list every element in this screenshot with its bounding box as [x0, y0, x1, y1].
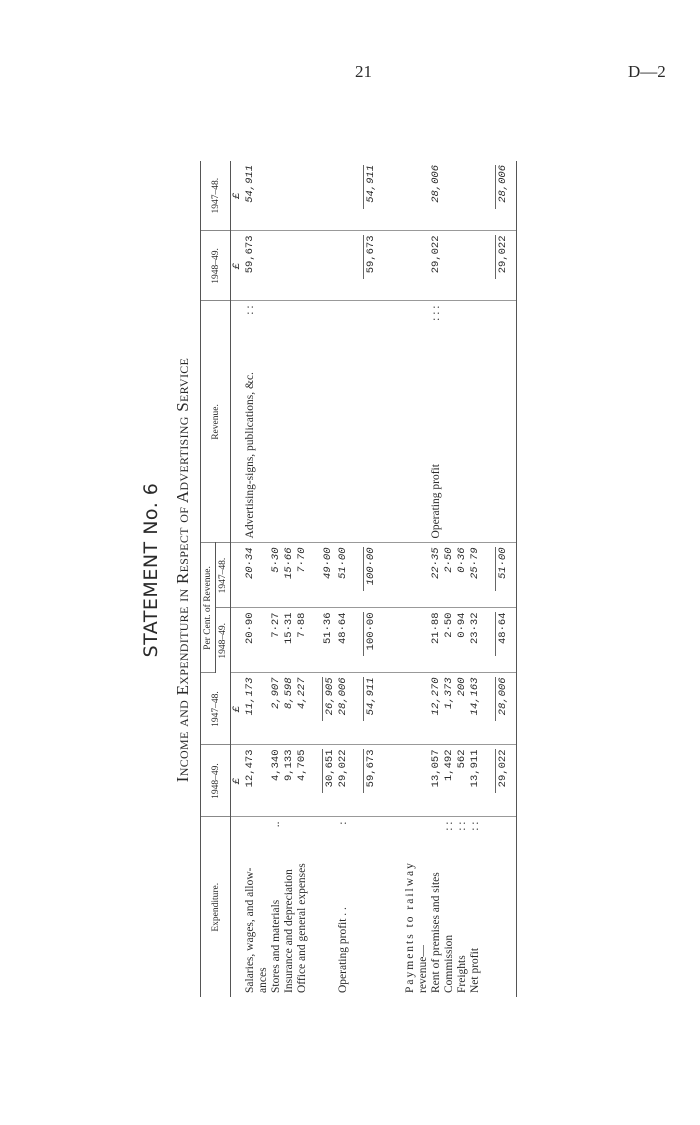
table-row — [257, 161, 270, 997]
value-cell: 1,492 — [443, 745, 456, 817]
percent-cell: 23·32 — [469, 608, 482, 673]
percent-cell: 25·79 — [469, 543, 482, 608]
percent-cell: 0·36 — [456, 543, 469, 608]
row-label-continued: ances — [257, 967, 269, 993]
spacer-row — [482, 161, 495, 997]
row-label-commission — [443, 817, 456, 997]
leader-dots: : : — [244, 305, 256, 315]
spacer-row — [378, 161, 404, 997]
leader-dots: .. — [270, 821, 282, 828]
percent-cell: 0·94 — [456, 608, 469, 673]
leader-dots: : : : — [430, 305, 442, 321]
rotated-statement — [140, 105, 570, 1035]
row-label-net-profit — [469, 817, 482, 997]
expenditure-label: Stores and materials — [270, 899, 282, 993]
percent-cell: 5·30 — [270, 543, 283, 608]
revenue-label: Advertising-signs, publications, &c. — [244, 372, 256, 539]
col-pct-1948-49: 1948–49. — [216, 608, 231, 673]
value-cell: 14,163 — [469, 673, 482, 745]
value-cell: 29,022 — [337, 745, 350, 817]
table-row — [404, 161, 417, 997]
row-label-payments: Payments to railway — [404, 861, 416, 993]
value-cell: 9,133 — [283, 745, 296, 817]
value-cell: 59,673 — [244, 231, 257, 301]
total-cell: 28,006 — [495, 678, 510, 722]
expenditure-label: Commission — [443, 934, 455, 993]
table-row — [456, 161, 469, 997]
percent-cell: 15·31 — [283, 608, 296, 673]
value-cell: 28,006 — [337, 673, 350, 745]
currency-symbol: £ — [231, 777, 243, 785]
table-row — [469, 161, 482, 997]
row-label-advertising — [244, 301, 257, 543]
row-label-operating-profit-revenue — [430, 301, 443, 543]
value-cell: 1,373 — [443, 673, 456, 745]
value-cell: 11,173 — [244, 673, 257, 745]
total-cell: 51·00 — [495, 547, 510, 591]
total-cell: 54,911 — [363, 165, 378, 209]
percent-cell: 15·66 — [283, 543, 296, 608]
subtotal-cell: 30,651 — [322, 750, 337, 794]
total-cell: 59,673 — [363, 750, 378, 794]
value-cell: 200 — [456, 673, 469, 745]
currency-symbol: £ — [231, 262, 243, 270]
leader-dots: : : — [443, 821, 455, 831]
table-row — [443, 161, 456, 997]
row-label-operating-profit — [337, 817, 350, 997]
value-cell: 12,473 — [244, 745, 257, 817]
total-row — [495, 161, 517, 997]
total-cell: 54,911 — [363, 678, 378, 722]
row-label-salaries: Salaries, wages, and allow- — [244, 867, 256, 993]
row-label-office: Office and general expenses — [296, 863, 308, 993]
percent-cell: 7·70 — [296, 543, 309, 608]
leader-dots: : : — [456, 821, 468, 831]
value-cell: 29,022 — [430, 231, 443, 301]
total-row — [363, 161, 378, 997]
table-row — [283, 161, 296, 997]
table-row — [322, 161, 337, 997]
col-rev-1947-48: 1947–48. — [201, 161, 231, 231]
spacer-row — [350, 161, 363, 997]
value-cell: 562 — [456, 745, 469, 817]
total-cell: 100·00 — [363, 613, 378, 657]
table-row — [337, 161, 350, 997]
total-cell: 100·00 — [363, 547, 378, 591]
row-label-stores — [270, 817, 283, 997]
percent-cell: 7·88 — [296, 608, 309, 673]
statement-table — [200, 161, 517, 997]
total-cell: 59,673 — [363, 235, 378, 279]
percent-cell: 49·00 — [322, 543, 337, 608]
row-label-freights — [456, 817, 469, 997]
col-exp-1948-49: 1948–49. — [201, 745, 231, 817]
total-cell: 48·64 — [495, 613, 510, 657]
col-pct-1947-48: 1947–48. — [216, 543, 231, 608]
total-cell: 28,006 — [495, 165, 510, 209]
col-expenditure: Expenditure. — [201, 817, 231, 997]
expenditure-label: Net profit — [469, 947, 481, 993]
table-row — [296, 161, 309, 997]
document-reference: D—2 — [628, 62, 666, 81]
percent-cell: 21·88 — [430, 608, 443, 673]
currency-row — [231, 161, 245, 997]
value-cell: 8,598 — [283, 673, 296, 745]
statement-subtitle: Income and Expenditure in Respect of Advertising Service — [173, 357, 192, 783]
percent-cell: 2·50 — [443, 608, 456, 673]
page-number: 21 — [355, 62, 372, 81]
col-per-cent: Per Cent. of Revenue. — [201, 543, 216, 673]
value-cell: 4,705 — [296, 745, 309, 817]
table-row — [417, 161, 430, 997]
row-label-insurance: Insurance and depreciation — [283, 869, 295, 993]
value-cell: 4,227 — [296, 673, 309, 745]
value-cell: 28,006 — [430, 161, 443, 231]
row-label-continued: revenue— — [417, 945, 429, 993]
value-cell: 13,057 — [430, 745, 443, 817]
col-exp-1947-48: 1947–48. — [201, 673, 231, 745]
percent-cell: 20·34 — [244, 543, 257, 608]
spacer-row — [309, 161, 322, 997]
percent-cell: 2·50 — [443, 543, 456, 608]
value-cell: 2,907 — [270, 673, 283, 745]
revenue-label: Operating profit — [430, 464, 442, 539]
row-label-rent: Rent of premises and sites — [430, 872, 442, 993]
table-row — [430, 161, 443, 997]
percent-cell: 20·90 — [244, 608, 257, 673]
value-cell: 54,911 — [244, 161, 257, 231]
currency-symbol: £ — [231, 192, 243, 199]
statement-title: STATEMENT No. 6 — [140, 482, 162, 658]
expenditure-label: Operating profit . . — [337, 907, 349, 993]
expenditure-label: Freights — [456, 955, 468, 993]
percent-cell: 7·27 — [270, 608, 283, 673]
value-cell: 4,340 — [270, 745, 283, 817]
value-cell: 12,270 — [430, 673, 443, 745]
currency-symbol: £ — [231, 705, 243, 713]
table-row — [270, 161, 283, 997]
percent-cell: 51·00 — [337, 543, 350, 608]
percent-cell: 48·64 — [337, 608, 350, 673]
value-cell: 13,911 — [469, 745, 482, 817]
leader-dots: : — [337, 821, 349, 825]
col-revenue: Revenue. — [201, 301, 231, 543]
percent-cell: 22·35 — [430, 543, 443, 608]
subtotal-cell: 26,905 — [322, 678, 337, 722]
percent-cell: 51·36 — [322, 608, 337, 673]
leader-dots: : : — [469, 821, 481, 831]
total-cell: 29,022 — [495, 750, 510, 794]
col-rev-1948-49: 1948–49. — [201, 231, 231, 301]
total-cell: 29,022 — [495, 235, 510, 279]
table-row — [244, 161, 257, 997]
